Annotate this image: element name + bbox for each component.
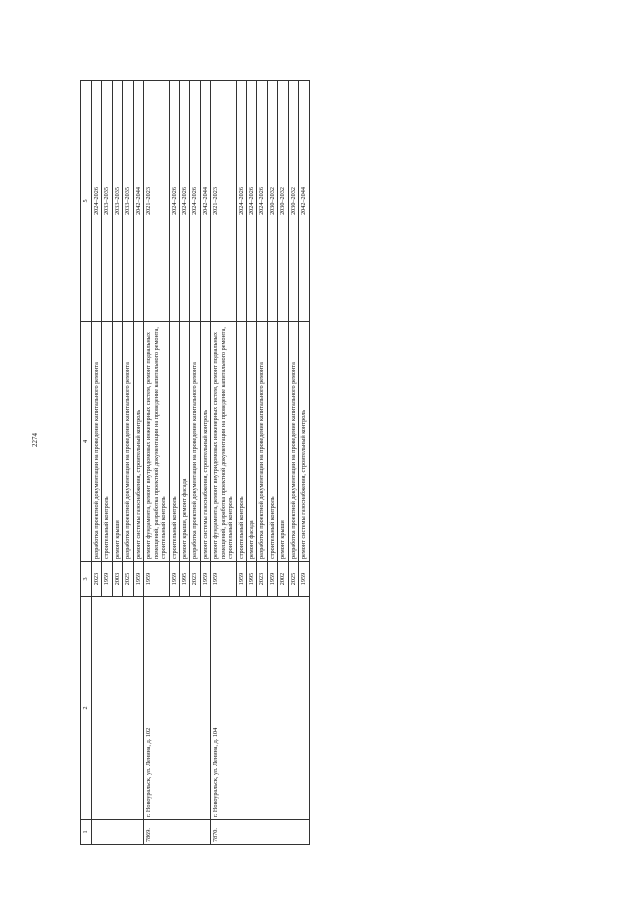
table-row [144,81,169,845]
period-cell: 2042–2044 [200,81,210,322]
work-type-cell: ремонт крыши [278,322,288,562]
address-cell: г. Новоуральск, ул. Ленина, д. 104 [211,597,309,820]
year-cell: 1995 [179,562,189,597]
work-type-cell: ремонт системы газоснабжения, строительный контроль [299,322,309,562]
year-cell: 2025 [288,562,298,597]
year-cell: 1959 [267,562,277,597]
year-cell: 1959 [144,562,169,597]
header-col-1: 1 [81,820,92,845]
period-cell: 2033–2035 [102,81,112,322]
header-col-5: 5 [81,81,92,322]
work-type-cell: разработка проектной документации на проведение капитального ремонта [257,322,267,562]
period-cell: 2024–2026 [92,81,102,322]
work-type-cell: ремонт крыши [112,322,122,562]
header-col-4: 4 [81,322,92,562]
row-number-cell: 7870. [211,820,309,845]
work-type-cell: строительный контроль [267,322,277,562]
year-cell: 2003 [112,562,122,597]
period-cell: 2021–2023 [144,81,169,322]
period-cell: 2024–2026 [169,81,179,322]
work-type-cell: разработка проектной документации на проведение капитального ремонта [92,322,102,562]
year-cell: 1959 [133,562,143,597]
address-cell [92,597,144,820]
row-number-cell: 7869. [144,820,211,845]
period-cell: 2033–2035 [123,81,133,322]
year-cell: 1959 [236,562,246,597]
period-cell: 2024–2026 [190,81,200,322]
period-cell: 2024–2026 [236,81,246,322]
year-cell: 2023 [92,562,102,597]
period-cell: 2042–2044 [133,81,143,322]
period-cell: 2024–2026 [247,81,257,322]
work-type-cell: разработка проектной документации на проведение капитального ремонта [190,322,200,562]
year-cell: 1959 [169,562,179,597]
work-type-cell: ремонт системы газоснабжения, строительный контроль [200,322,210,562]
period-cell: 2024–2026 [179,81,189,322]
year-cell: 2002 [278,562,288,597]
address-cell: г. Новоуральск, ул. Ленина, д. 102 [144,597,211,820]
period-cell: 2021–2023 [211,81,236,322]
table-row [211,81,236,845]
period-cell: 2042–2044 [299,81,309,322]
year-cell: 1959 [211,562,236,597]
work-type-cell: строительный контроль [102,322,112,562]
period-cell: 2030–2032 [288,81,298,322]
year-cell: 1959 [299,562,309,597]
row-number-cell [92,820,144,845]
work-type-cell: разработка проектной документации на проведение капитального ремонта [288,322,298,562]
period-cell: 2024–2026 [257,81,267,322]
work-type-cell: разработка проектной документации на проведение капитального ремонта [123,322,133,562]
period-cell: 2030–2032 [278,81,288,322]
table-row [92,81,102,845]
capital-repair-table [80,80,310,845]
work-type-cell: строительный контроль [169,322,179,562]
work-type-cell: ремонт фундамента, ремонт внутридомовых инженерных систем, ремонт подвальных помещений, разработка проектной документации на проведение капитального ремонта, строительный контроль [144,322,169,562]
year-cell: 2025 [123,562,133,597]
table-header-row [81,81,92,845]
work-type-cell: ремонт крыши, ремонт фасада [179,322,189,562]
year-cell: 1995 [247,562,257,597]
work-type-cell: строительный контроль [236,322,246,562]
header-col-2: 2 [81,597,92,820]
year-cell: 2023 [190,562,200,597]
period-cell: 2030–2032 [267,81,277,322]
year-cell: 1959 [200,562,210,597]
year-cell: 2023 [257,562,267,597]
page-number: 2274 [31,433,39,447]
work-type-cell: ремонт системы газоснабжения, строительный контроль [133,322,143,562]
year-cell: 1959 [102,562,112,597]
work-type-cell: ремонт фундамента, ремонт внутридомовых инженерных систем, ремонт подвальных помещений, разработка проектной документации на проведение капитального ремонта, строительный контроль [211,322,236,562]
period-cell: 2033–2035 [112,81,122,322]
header-col-3: 3 [81,562,92,597]
work-type-cell: ремонт фасада [247,322,257,562]
rotated-table-container [80,80,542,845]
